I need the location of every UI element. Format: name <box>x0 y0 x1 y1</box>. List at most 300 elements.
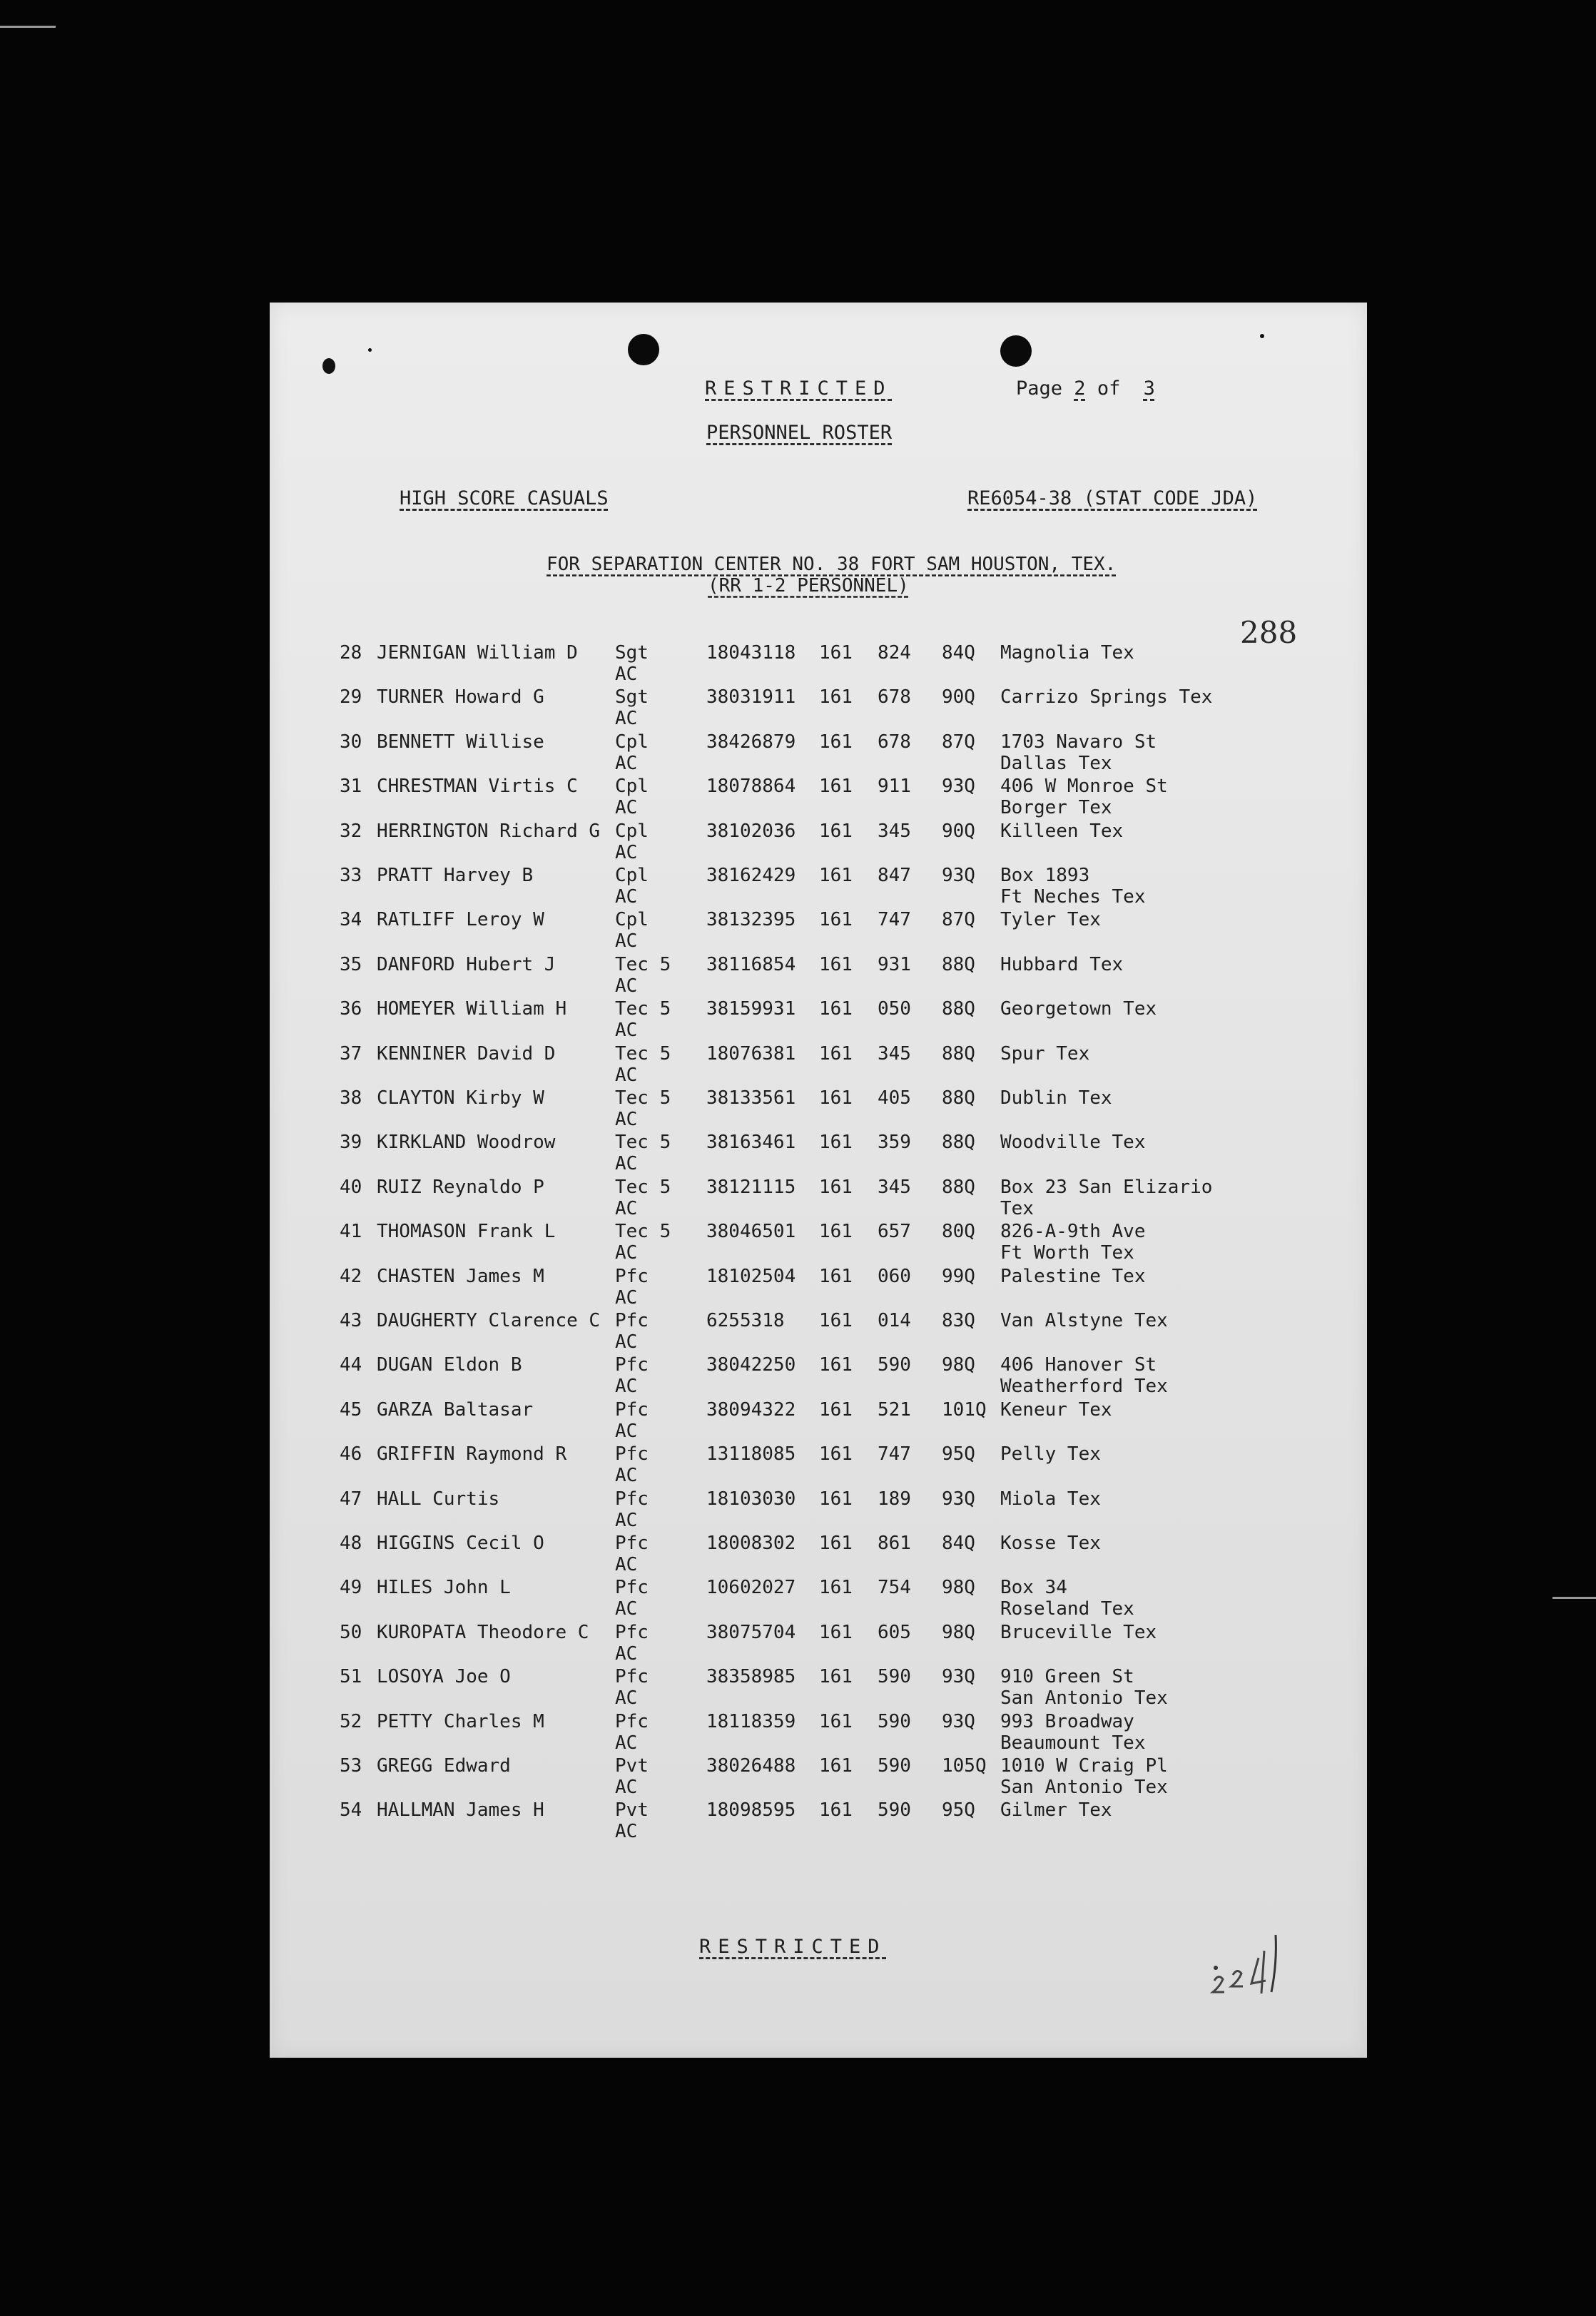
score: 93Q <box>942 1710 975 1732</box>
row-number: 34 <box>340 909 362 931</box>
code-1: 161 <box>819 1577 853 1599</box>
soldier-name: PETTY Charles M <box>377 1710 544 1732</box>
rank: Cpl <box>615 865 649 886</box>
page-indicator <box>1016 378 1166 400</box>
code-2: 657 <box>878 1221 911 1243</box>
soldier-name: BENNETT Willise <box>377 731 544 753</box>
roster-row <box>270 642 1367 686</box>
address-line: Dallas Tex <box>1000 752 1112 774</box>
roster-row <box>270 1443 1367 1488</box>
code-2: 590 <box>878 1755 911 1777</box>
serial-number: 38121115 <box>706 1176 796 1198</box>
score: 98Q <box>942 1577 975 1599</box>
page-total: 3 <box>1143 377 1155 400</box>
branch: AC <box>615 1331 638 1353</box>
branch: AC <box>615 1687 638 1710</box>
soldier-name: RATLIFF Leroy W <box>377 909 544 931</box>
address-line: 1703 Navaro St <box>1000 731 1157 753</box>
score: 93Q <box>942 865 975 886</box>
code-2: 678 <box>878 686 911 708</box>
handwritten-note <box>1204 1929 1297 2008</box>
code-1: 161 <box>819 1621 853 1643</box>
address-line: Tyler Tex <box>1000 909 1101 931</box>
address-line: Magnolia Tex <box>1000 642 1134 664</box>
serial-number: 38102036 <box>706 820 796 842</box>
code-2: 747 <box>878 909 911 931</box>
serial-number: 18043118 <box>706 642 796 664</box>
roster-row <box>270 1577 1367 1621</box>
group-name: HIGH SCORE CASUALS <box>400 487 609 509</box>
rank: Pfc <box>615 1265 649 1287</box>
ink-speck <box>368 348 372 352</box>
code-1: 161 <box>819 1398 853 1421</box>
rank: Pfc <box>615 1310 649 1331</box>
code-2: 345 <box>878 1042 911 1065</box>
serial-number: 38426879 <box>706 731 796 753</box>
score: 83Q <box>942 1310 975 1331</box>
code-1: 161 <box>819 731 853 753</box>
score: 88Q <box>942 1176 975 1198</box>
address-line: Hubbard Tex <box>1000 953 1124 975</box>
address-line: 406 Hanover St <box>1000 1354 1157 1376</box>
soldier-name: GREGG Edward <box>377 1755 511 1777</box>
code-2: 747 <box>878 1443 911 1466</box>
code-1: 161 <box>819 1176 853 1198</box>
branch: AC <box>615 1821 638 1843</box>
soldier-name: PRATT Harvey B <box>377 865 534 886</box>
address-line: Van Alstyne Tex <box>1000 1310 1168 1331</box>
roster-row <box>270 1533 1367 1577</box>
destination: FOR SEPARATION CENTER NO. 38 FORT SAM HOUSTON, TEX. <box>547 554 1117 575</box>
soldier-name: DUGAN Eldon B <box>377 1354 522 1376</box>
rank: Cpl <box>615 731 649 753</box>
film-edge-mark <box>1552 1597 1596 1599</box>
roster-row <box>270 1799 1367 1844</box>
address-line: 1010 W Craig Pl <box>1000 1755 1168 1777</box>
address-line: Box 23 San Elizario <box>1000 1176 1213 1198</box>
address-line: Dublin Tex <box>1000 1087 1112 1109</box>
soldier-name: HALL Curtis <box>377 1488 500 1510</box>
code-1: 161 <box>819 1533 853 1554</box>
branch: AC <box>615 1109 638 1130</box>
code-1: 161 <box>819 1221 853 1243</box>
code-2: 678 <box>878 731 911 753</box>
score: 87Q <box>942 731 975 753</box>
roster-row <box>270 1177 1367 1221</box>
address-line: Box 1893 <box>1000 865 1090 886</box>
address-line: Beaumount Tex <box>1000 1732 1146 1754</box>
roster-row <box>270 1354 1367 1398</box>
score: 87Q <box>942 909 975 931</box>
serial-number: 38046501 <box>706 1221 796 1243</box>
branch: AC <box>615 1376 638 1398</box>
rank: Pfc <box>615 1443 649 1466</box>
address-line: Palestine Tex <box>1000 1265 1146 1287</box>
row-number: 42 <box>340 1265 362 1287</box>
code-2: 931 <box>878 953 911 975</box>
code-2: 359 <box>878 1132 911 1154</box>
score: 98Q <box>942 1621 975 1643</box>
serial-number: 18078864 <box>706 776 796 798</box>
code-1: 161 <box>819 998 853 1020</box>
roster-row <box>270 1221 1367 1265</box>
serial-number: 18008302 <box>706 1533 796 1554</box>
soldier-name: DANFORD Hubert J <box>377 953 556 975</box>
address-line: Roseland Tex <box>1000 1598 1134 1620</box>
classification-header: RESTRICTED <box>705 377 893 400</box>
stamp-number: 288 <box>1240 615 1298 650</box>
soldier-name: RUIZ Reynaldo P <box>377 1176 544 1198</box>
row-number: 46 <box>340 1443 362 1466</box>
rank: Tec 5 <box>615 998 671 1020</box>
code-1: 161 <box>819 1042 853 1065</box>
soldier-name: TURNER Howard G <box>377 686 544 708</box>
code-1: 161 <box>819 820 853 842</box>
branch: AC <box>615 886 638 908</box>
rank: Cpl <box>615 776 649 798</box>
serial-number: 38133561 <box>706 1087 796 1109</box>
address-line: Killeen Tex <box>1000 820 1124 842</box>
serial-number: 38031911 <box>706 686 796 708</box>
rank: Tec 5 <box>615 1132 671 1154</box>
score: 95Q <box>942 1443 975 1466</box>
branch: AC <box>615 930 638 953</box>
serial-number: 38094322 <box>706 1398 796 1421</box>
code-1: 161 <box>819 1755 853 1777</box>
code-1: 161 <box>819 865 853 886</box>
serial-number: 38163461 <box>706 1132 796 1154</box>
roster-page <box>270 303 1367 2058</box>
soldier-name: GRIFFIN Raymond R <box>377 1443 567 1466</box>
row-number: 51 <box>340 1666 362 1688</box>
code-2: 345 <box>878 1176 911 1198</box>
code-2: 754 <box>878 1577 911 1599</box>
serial-number: 10602027 <box>706 1577 796 1599</box>
rank: Pfc <box>615 1354 649 1376</box>
rank: Pfc <box>615 1398 649 1421</box>
branch: AC <box>615 708 638 730</box>
row-number: 52 <box>340 1710 362 1732</box>
address-line: Ft Neches Tex <box>1000 886 1146 908</box>
branch: AC <box>615 1642 638 1665</box>
address-line: Weatherford Tex <box>1000 1376 1168 1398</box>
roster-row <box>270 1711 1367 1755</box>
serial-number: 38162429 <box>706 865 796 886</box>
address-line: 993 Broadway <box>1000 1710 1134 1732</box>
address-line: San Antonio Tex <box>1000 1687 1168 1710</box>
soldier-name: DAUGHERTY Clarence C <box>377 1310 601 1331</box>
branch: AC <box>615 1732 638 1754</box>
roster-row <box>270 1399 1367 1443</box>
roster-row <box>270 1666 1367 1710</box>
branch: AC <box>615 1153 638 1175</box>
code-2: 590 <box>878 1710 911 1732</box>
row-number: 50 <box>340 1621 362 1643</box>
roster-row <box>270 909 1367 953</box>
score: 90Q <box>942 686 975 708</box>
roster-row <box>270 731 1367 776</box>
address-line: Ft Worth Tex <box>1000 1242 1134 1264</box>
row-number: 28 <box>340 642 362 664</box>
code-2: 405 <box>878 1087 911 1109</box>
code-2: 050 <box>878 998 911 1020</box>
soldier-name: KUROPATA Theodore C <box>377 1621 589 1643</box>
row-number: 32 <box>340 820 362 842</box>
rank: Tec 5 <box>615 953 671 975</box>
code-2: 060 <box>878 1265 911 1287</box>
code-1: 161 <box>819 776 853 798</box>
row-number: 29 <box>340 686 362 708</box>
serial-number: 18098595 <box>706 1799 796 1822</box>
row-number: 31 <box>340 776 362 798</box>
code-1: 161 <box>819 1310 853 1331</box>
rank: Pfc <box>615 1533 649 1554</box>
address-line: Box 34 <box>1000 1577 1067 1599</box>
address-line: 910 Green St <box>1000 1666 1134 1688</box>
score: 93Q <box>942 1666 975 1688</box>
rank: Pfc <box>615 1577 649 1599</box>
code-1: 161 <box>819 1666 853 1688</box>
score: 105Q <box>942 1755 987 1777</box>
serial-number: 38116854 <box>706 953 796 975</box>
row-number: 48 <box>340 1533 362 1554</box>
code-1: 161 <box>819 1799 853 1822</box>
serial-number: 38132395 <box>706 909 796 931</box>
roster-row <box>270 1310 1367 1354</box>
row-number: 39 <box>340 1132 362 1154</box>
row-number: 35 <box>340 953 362 975</box>
score: 80Q <box>942 1221 975 1243</box>
roster-row <box>270 686 1367 731</box>
score: 84Q <box>942 642 975 664</box>
branch: AC <box>615 975 638 997</box>
rank: Sgt <box>615 686 649 708</box>
rank: Tec 5 <box>615 1176 671 1198</box>
code-2: 605 <box>878 1621 911 1643</box>
soldier-name: KENNINER David D <box>377 1042 556 1065</box>
branch: AC <box>615 1509 638 1531</box>
roster-row <box>270 1622 1367 1666</box>
roster-row <box>270 954 1367 998</box>
branch: AC <box>615 752 638 774</box>
soldier-name: HERRINGTON Richard G <box>377 820 601 842</box>
branch: AC <box>615 1777 638 1798</box>
code-2: 014 <box>878 1310 911 1331</box>
branch: AC <box>615 1064 638 1086</box>
score: 88Q <box>942 1087 975 1109</box>
soldier-name: KIRKLAND Woodrow <box>377 1132 556 1154</box>
code-2: 911 <box>878 776 911 798</box>
rank: Pfc <box>615 1710 649 1732</box>
branch: AC <box>615 664 638 685</box>
row-number: 30 <box>340 731 362 753</box>
serial-number: 6255318 <box>706 1310 785 1331</box>
code-2: 847 <box>878 865 911 886</box>
code-1: 161 <box>819 1443 853 1466</box>
row-number: 33 <box>340 865 362 886</box>
score: 98Q <box>942 1354 975 1376</box>
destination-sub: (RR 1-2 PERSONNEL) <box>708 575 909 596</box>
reference-code: RE6054-38 (STAT CODE JDA) <box>967 487 1258 509</box>
row-number: 54 <box>340 1799 362 1822</box>
roster-row <box>270 1132 1367 1176</box>
address-line: Tex <box>1000 1197 1034 1219</box>
branch: AC <box>615 1286 638 1309</box>
branch: AC <box>615 1465 638 1487</box>
code-1: 161 <box>819 1710 853 1732</box>
branch: AC <box>615 841 638 863</box>
score: 90Q <box>942 820 975 842</box>
branch: AC <box>615 1197 638 1219</box>
row-number: 43 <box>340 1310 362 1331</box>
soldier-name: HILES John L <box>377 1577 511 1599</box>
branch: AC <box>615 1420 638 1442</box>
score: 93Q <box>942 1488 975 1510</box>
address-line: Spur Tex <box>1000 1042 1090 1065</box>
serial-number: 38159931 <box>706 998 796 1020</box>
rank: Pfc <box>615 1666 649 1688</box>
code-1: 161 <box>819 909 853 931</box>
code-2: 590 <box>878 1354 911 1376</box>
address-line: Georgetown Tex <box>1000 998 1157 1020</box>
punch-hole <box>1000 335 1032 367</box>
row-number: 38 <box>340 1087 362 1109</box>
rank: Sgt <box>615 642 649 664</box>
row-number: 37 <box>340 1042 362 1065</box>
serial-number: 18118359 <box>706 1710 796 1732</box>
address-line: Gilmer Tex <box>1000 1799 1112 1822</box>
roster-row <box>270 1043 1367 1087</box>
address-line: Keneur Tex <box>1000 1398 1112 1421</box>
row-number: 44 <box>340 1354 362 1376</box>
code-1: 161 <box>819 686 853 708</box>
roster-row <box>270 1755 1367 1799</box>
roster-row <box>270 998 1367 1042</box>
rank: Pvt <box>615 1755 649 1777</box>
roster-row <box>270 1087 1367 1132</box>
score: 101Q <box>942 1398 987 1421</box>
page-word: Page <box>1016 377 1063 400</box>
address-line: Carrizo Springs Tex <box>1000 686 1213 708</box>
code-2: 590 <box>878 1666 911 1688</box>
serial-number: 18102504 <box>706 1265 796 1287</box>
code-1: 161 <box>819 1132 853 1154</box>
serial-number: 18103030 <box>706 1488 796 1510</box>
film-edge-mark <box>0 26 56 28</box>
score: 84Q <box>942 1533 975 1554</box>
code-1: 161 <box>819 1087 853 1109</box>
rank: Cpl <box>615 820 649 842</box>
roster-row <box>270 1266 1367 1310</box>
serial-number: 13118085 <box>706 1443 796 1466</box>
row-number: 36 <box>340 998 362 1020</box>
address-line: Kosse Tex <box>1000 1533 1101 1554</box>
code-2: 189 <box>878 1488 911 1510</box>
page-current: 2 <box>1074 377 1086 400</box>
row-number: 47 <box>340 1488 362 1510</box>
soldier-name: HIGGINS Cecil O <box>377 1533 544 1554</box>
serial-number: 18076381 <box>706 1042 796 1065</box>
rank: Pfc <box>615 1488 649 1510</box>
roster-row <box>270 821 1367 865</box>
branch: AC <box>615 1598 638 1620</box>
rank: Pfc <box>615 1621 649 1643</box>
classification-footer: RESTRICTED <box>699 1936 887 1958</box>
score: 93Q <box>942 776 975 798</box>
punch-hole <box>628 334 659 365</box>
rank: Tec 5 <box>615 1221 671 1243</box>
row-number: 40 <box>340 1176 362 1198</box>
branch: AC <box>615 1020 638 1042</box>
roster-row <box>270 1488 1367 1533</box>
branch: AC <box>615 797 638 819</box>
page-of: of <box>1097 377 1121 400</box>
row-number: 53 <box>340 1755 362 1777</box>
address-line: 406 W Monroe St <box>1000 776 1168 798</box>
rank: Pvt <box>615 1799 649 1822</box>
row-number: 45 <box>340 1398 362 1421</box>
branch: AC <box>615 1242 638 1264</box>
soldier-name: CHRESTMAN Virtis C <box>377 776 578 798</box>
address-line: Pelly Tex <box>1000 1443 1101 1466</box>
roster-row <box>270 865 1367 909</box>
address-line: San Antonio Tex <box>1000 1777 1168 1798</box>
ink-speck <box>322 358 335 374</box>
code-1: 161 <box>819 1354 853 1376</box>
address-line: 826-A-9th Ave <box>1000 1221 1146 1243</box>
serial-number: 38358985 <box>706 1666 796 1688</box>
code-1: 161 <box>819 642 853 664</box>
soldier-name: THOMASON Frank L <box>377 1221 556 1243</box>
address-line: Woodville Tex <box>1000 1132 1146 1154</box>
score: 95Q <box>942 1799 975 1822</box>
soldier-name: HOMEYER William H <box>377 998 567 1020</box>
score: 88Q <box>942 1132 975 1154</box>
code-2: 590 <box>878 1799 911 1822</box>
code-2: 521 <box>878 1398 911 1421</box>
address-line: Bruceville Tex <box>1000 1621 1157 1643</box>
rank: Cpl <box>615 909 649 931</box>
code-2: 861 <box>878 1533 911 1554</box>
code-2: 345 <box>878 820 911 842</box>
serial-number: 38075704 <box>706 1621 796 1643</box>
code-1: 161 <box>819 1265 853 1287</box>
soldier-name: JERNIGAN William D <box>377 642 578 664</box>
score: 99Q <box>942 1265 975 1287</box>
score: 88Q <box>942 998 975 1020</box>
address-line: Miola Tex <box>1000 1488 1101 1510</box>
score: 88Q <box>942 953 975 975</box>
code-1: 161 <box>819 953 853 975</box>
soldier-name: CHASTEN James M <box>377 1265 544 1287</box>
branch: AC <box>615 1554 638 1575</box>
soldier-name: HALLMAN James H <box>377 1799 544 1822</box>
rank: Tec 5 <box>615 1042 671 1065</box>
code-2: 824 <box>878 642 911 664</box>
ink-speck <box>1260 334 1264 338</box>
score: 88Q <box>942 1042 975 1065</box>
roster-title: PERSONNEL ROSTER <box>706 422 893 444</box>
address-line: Borger Tex <box>1000 797 1112 819</box>
serial-number: 38042250 <box>706 1354 796 1376</box>
code-1: 161 <box>819 1488 853 1510</box>
soldier-name: LOSOYA Joe O <box>377 1666 511 1688</box>
row-number: 49 <box>340 1577 362 1599</box>
soldier-name: CLAYTON Kirby W <box>377 1087 544 1109</box>
soldier-name: GARZA Baltasar <box>377 1398 534 1421</box>
rank: Tec 5 <box>615 1087 671 1109</box>
roster-row <box>270 776 1367 820</box>
